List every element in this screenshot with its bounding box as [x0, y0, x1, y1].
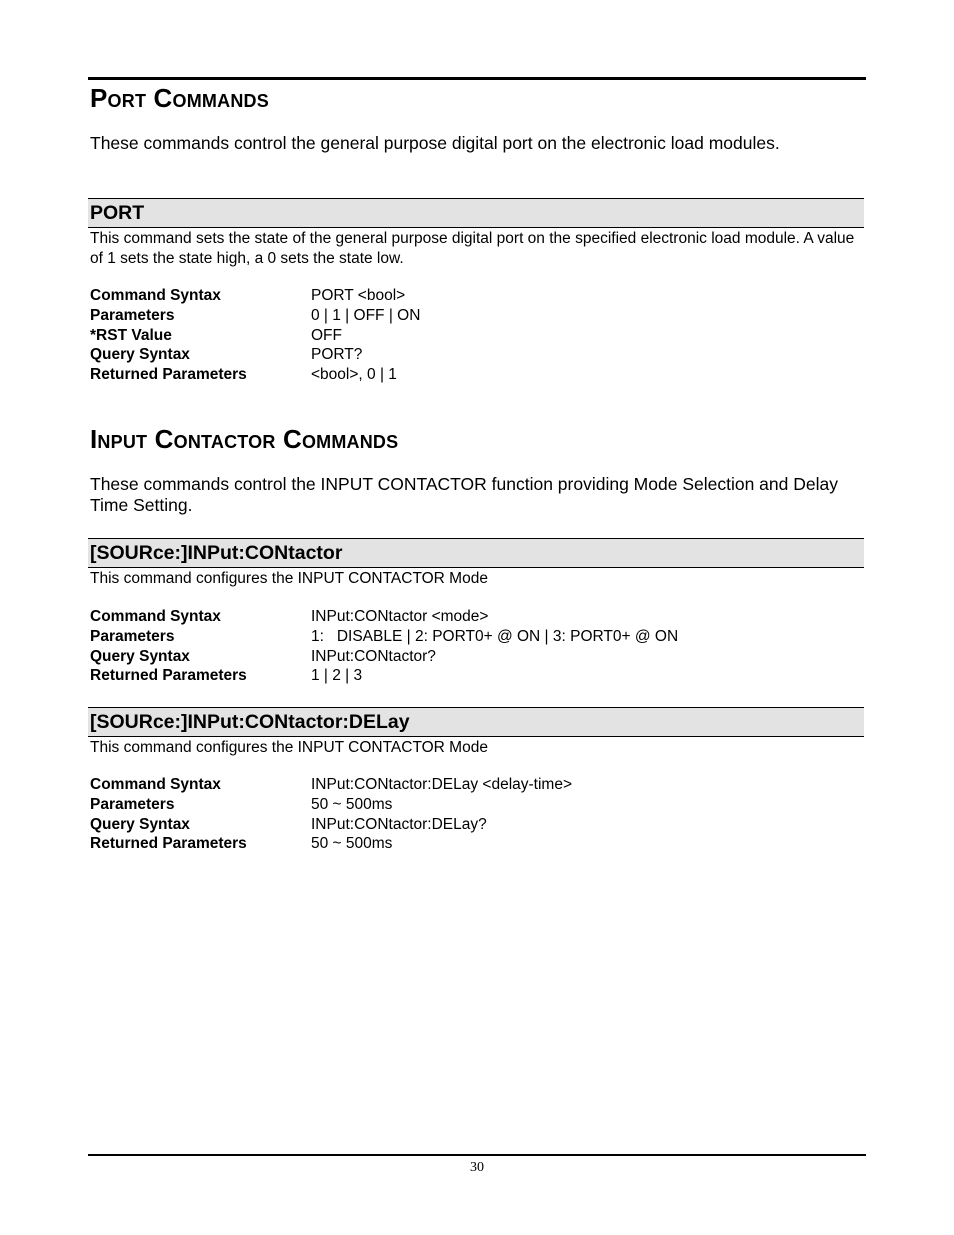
command-spec-table: [90, 286, 860, 385]
spec-key: Parameters: [90, 795, 175, 813]
spec-value: PORT <bool>: [311, 287, 406, 304]
spec-row: [90, 647, 860, 667]
spec-row: [90, 627, 860, 647]
spec-value: 0 | 1 | OFF | ON: [311, 306, 421, 324]
command-name: [SOURce:]INPut:CONtactor: [90, 542, 343, 564]
spec-value: <bool>, 0 | 1: [311, 366, 397, 384]
spec-row: [90, 326, 860, 346]
command-spec-table: [90, 775, 860, 854]
spec-key: Returned Parameters: [90, 366, 247, 384]
command-header-delay: [88, 707, 864, 737]
spec-value: OFF: [311, 326, 342, 344]
command-description: This command sets the state of the general purpose digital port on the specified electronic load module. A value of 1 sets the state high, a 0 sets the state low.: [90, 230, 855, 267]
spec-row: [90, 607, 860, 627]
spec-value: INPut:CONtactor:DELay <delay-time>: [311, 776, 573, 793]
spec-row: [90, 775, 860, 795]
spec-value: 1 | 2 | 3: [311, 667, 363, 685]
spec-key: Parameters: [90, 306, 175, 324]
spec-value: INPut:CONtactor?: [311, 647, 436, 665]
spec-key: Command Syntax: [90, 287, 221, 304]
spec-key: Command Syntax: [90, 608, 221, 625]
spec-value: INPut:CONtactor <mode>: [311, 608, 489, 625]
spec-row: [90, 834, 860, 854]
spec-row: [90, 286, 860, 306]
spec-key: Parameters: [90, 627, 175, 645]
spec-row: [90, 306, 860, 326]
spec-row: [90, 345, 860, 365]
spec-value: INPut:CONtactor:DELay?: [311, 815, 487, 833]
spec-row: [90, 666, 860, 686]
section-title-input-contactor: Input Contactor Commands: [90, 424, 399, 454]
command-name: [SOURce:]INPut:CONtactor:DELay: [90, 711, 410, 733]
spec-key: Returned Parameters: [90, 835, 247, 853]
command-header-contactor: [88, 538, 864, 568]
spec-row: [90, 365, 860, 385]
spec-key: *RST Value: [90, 326, 172, 344]
spec-key: Query Syntax: [90, 346, 190, 364]
spec-key: Query Syntax: [90, 815, 190, 833]
spec-value: PORT?: [311, 346, 363, 364]
spec-key: Command Syntax: [90, 776, 221, 793]
spec-key: Query Syntax: [90, 647, 190, 665]
spec-value: 50 ~ 500ms: [311, 795, 393, 813]
command-description: This command configures the INPUT CONTACTOR Mode: [90, 739, 488, 756]
command-description: This command configures the INPUT CONTACTOR Mode: [90, 570, 488, 587]
spec-value: 1: DISABLE | 2: PORT0+ @ ON | 3: PORT0+ @ ON: [311, 627, 679, 645]
spec-row: [90, 795, 860, 815]
command-spec-table: [90, 607, 860, 686]
command-name: PORT: [90, 202, 145, 224]
section-title-port: Port Commands: [90, 83, 269, 113]
section-rule: [88, 77, 866, 80]
section-intro-port: These commands control the general purpose digital port on the electronic load modules.: [90, 133, 780, 153]
page-number: 30: [470, 1160, 484, 1175]
section-intro-input-contactor: These commands control the INPUT CONTACTOR function providing Mode Selection and Delay Time Setting.: [90, 474, 838, 515]
command-header-port: [88, 198, 864, 228]
footer-rule: [88, 1154, 866, 1156]
spec-value: 50 ~ 500ms: [311, 835, 393, 853]
spec-row: [90, 815, 860, 835]
spec-key: Returned Parameters: [90, 667, 247, 685]
